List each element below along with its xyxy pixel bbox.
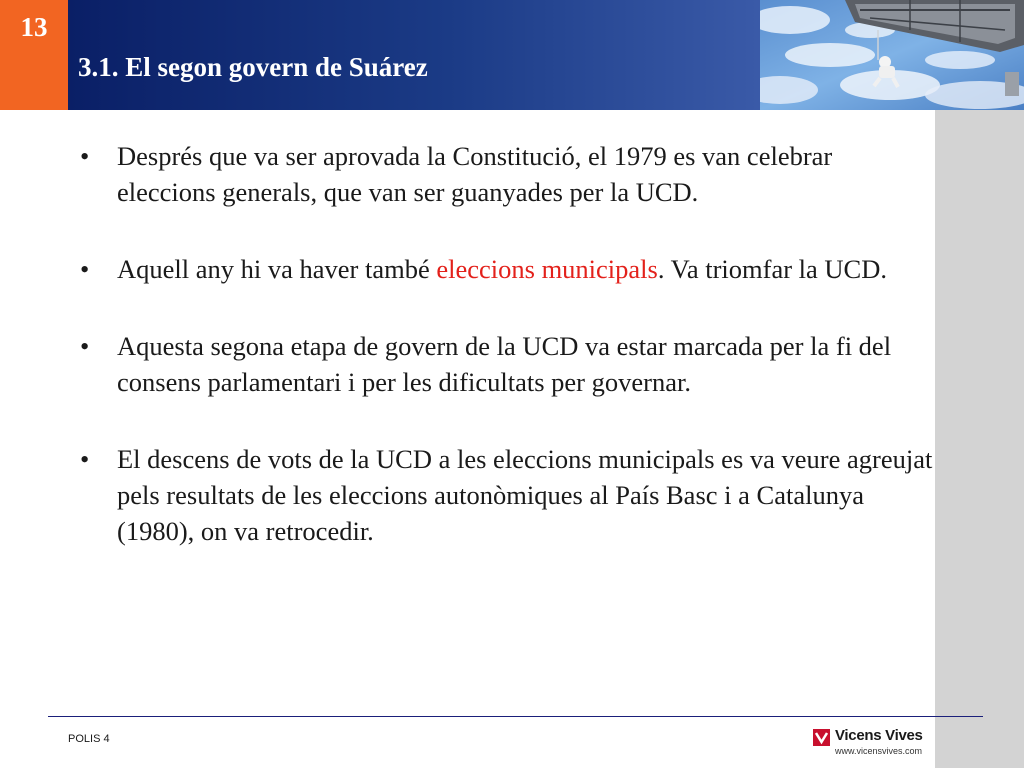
bullet-text-end: . Va triomfar la UCD. <box>657 254 887 284</box>
header-photo <box>760 0 1024 110</box>
bullet-marker: • <box>80 444 90 474</box>
brand-mark-icon <box>813 729 830 746</box>
right-sidebar-bar <box>935 110 1024 768</box>
slide-title: 3.1. El segon govern de Suárez <box>78 52 428 82</box>
vicens-vives-logo-icon <box>813 729 923 759</box>
earth-astronaut-photo-icon <box>760 0 1024 110</box>
slide-number: 13 <box>20 12 48 42</box>
bullet-text: Aquesta segona etapa de govern de la UCD va estar marcada per la fi del consens parlamentari i per les dificultats per governar. <box>117 331 892 397</box>
footer-label: POLIS 4 <box>68 733 110 745</box>
bullet-text: Després que va ser aprovada la Constitució, el 1979 es van celebrar eleccions generals, que van ser guanyades per la UCD. <box>117 141 833 207</box>
list-item <box>80 441 935 549</box>
highlighted-text: eleccions municipals <box>436 254 658 284</box>
bullet-text: El descens de vots de la UCD a les eleccions municipals es va veure agreujat pels resultats de les eleccions autonòmiques al País Basc i a Catalunya (1980), on va retrocedir. <box>117 444 933 546</box>
brand-name: Vicens Vives <box>835 727 923 744</box>
bullet-text: Aquell any hi va haver també <box>117 254 437 284</box>
footer-divider <box>48 716 983 717</box>
slide-number-box <box>0 0 68 110</box>
list-item <box>80 251 935 287</box>
list-item <box>80 328 935 400</box>
bullet-marker: • <box>80 141 90 171</box>
list-item <box>80 138 935 210</box>
bullet-marker: • <box>80 331 90 361</box>
bullet-list <box>80 138 935 590</box>
bullet-marker: • <box>80 254 90 284</box>
brand-url: www.vicensvives.com <box>835 746 923 756</box>
